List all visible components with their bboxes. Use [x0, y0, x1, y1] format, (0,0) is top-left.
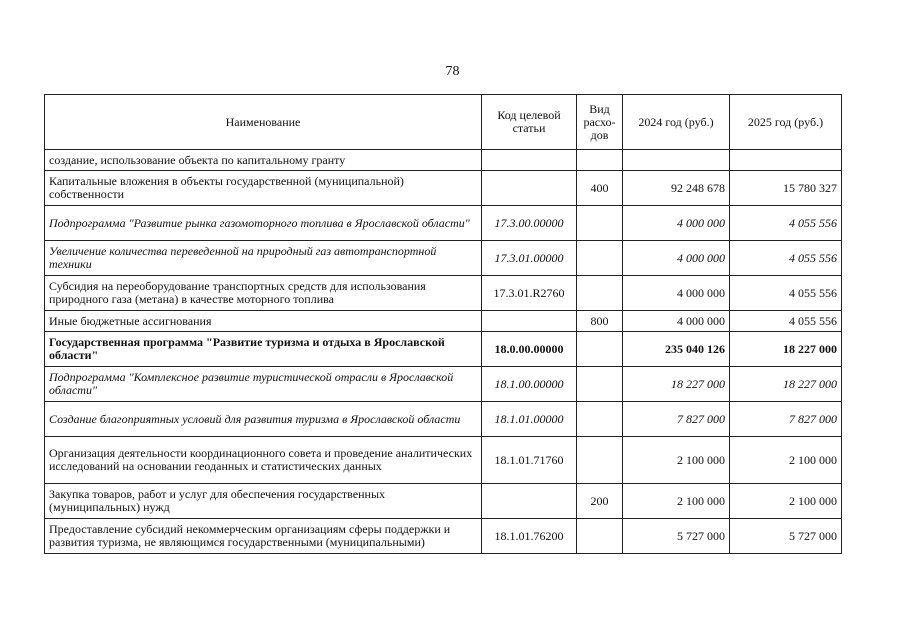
cell-2024 [623, 150, 730, 171]
cell-code: 17.3.01.R2760 [482, 276, 577, 311]
header-code: Код целевой статьи [482, 95, 577, 150]
cell-name: создание, использование объекта по капитальному гранту [45, 150, 482, 171]
table-row [45, 206, 842, 241]
page-number: 78 [445, 64, 460, 79]
table-row [45, 171, 842, 206]
cell-2024: 7 827 000 [623, 402, 730, 437]
cell-name: Капитальные вложения в объекты государственной (муниципальной) собственности [45, 171, 482, 206]
table-row [45, 311, 842, 332]
cell-2025 [730, 150, 842, 171]
cell-kind [577, 241, 623, 276]
cell-kind [577, 437, 623, 484]
cell-2025: 18 227 000 [730, 332, 842, 367]
table-row [45, 332, 842, 367]
cell-kind: 400 [577, 171, 623, 206]
cell-2025: 5 727 000 [730, 519, 842, 554]
cell-code: 18.1.01.71760 [482, 437, 577, 484]
cell-name: Предоставление субсидий некоммерческим организациям сферы поддержки и развития туризма, не являющимся государственными (муниципальными) [45, 519, 482, 554]
cell-2025: 4 055 556 [730, 206, 842, 241]
cell-name: Государственная программа "Развитие туризма и отдыха в Ярославской области" [45, 332, 482, 367]
cell-name: Организация деятельности координационного совета и проведение аналитических исследований на основании геоданных и статистических данных [45, 437, 482, 484]
table-body [45, 150, 842, 554]
cell-name: Подпрограмма "Комплексное развитие туристической отрасли в Ярославской области" [45, 367, 482, 402]
table-row [45, 437, 842, 484]
cell-code: 18.1.01.00000 [482, 402, 577, 437]
cell-code: 18.0.00.00000 [482, 332, 577, 367]
cell-2025: 2 100 000 [730, 437, 842, 484]
cell-kind [577, 519, 623, 554]
cell-code: 17.3.01.00000 [482, 241, 577, 276]
cell-code [482, 484, 577, 519]
table-row [45, 402, 842, 437]
table-row [45, 519, 842, 554]
cell-name: Подпрограмма "Развитие рынка газомоторного топлива в Ярославской области" [45, 206, 482, 241]
cell-code [482, 150, 577, 171]
cell-code [482, 311, 577, 332]
cell-kind: 200 [577, 484, 623, 519]
cell-2024: 18 227 000 [623, 367, 730, 402]
cell-2024: 235 040 126 [623, 332, 730, 367]
cell-name: Увеличение количества переведенной на природный газ автотранспортной техники [45, 241, 482, 276]
cell-code [482, 171, 577, 206]
table-header-row [45, 95, 842, 150]
cell-2024: 2 100 000 [623, 437, 730, 484]
cell-2024: 2 100 000 [623, 484, 730, 519]
cell-2025: 18 227 000 [730, 367, 842, 402]
cell-2025: 4 055 556 [730, 241, 842, 276]
cell-2025: 4 055 556 [730, 276, 842, 311]
cell-name: Закупка товаров, работ и услуг для обеспечения государственных (муниципальных) нужд [45, 484, 482, 519]
header-2025: 2025 год (руб.) [730, 95, 842, 150]
cell-2025: 15 780 327 [730, 171, 842, 206]
table-row [45, 276, 842, 311]
cell-kind [577, 206, 623, 241]
cell-name: Иные бюджетные ассигнования [45, 311, 482, 332]
cell-kind [577, 276, 623, 311]
cell-2024: 4 000 000 [623, 311, 730, 332]
table-row [45, 241, 842, 276]
cell-code: 17.3.00.00000 [482, 206, 577, 241]
cell-2025: 2 100 000 [730, 484, 842, 519]
cell-2024: 4 000 000 [623, 206, 730, 241]
table-row [45, 367, 842, 402]
cell-code: 18.1.01.76200 [482, 519, 577, 554]
cell-kind: 800 [577, 311, 623, 332]
cell-name: Субсидия на переоборудование транспортных средств для использования природного газа (метана) в качестве моторного топлива [45, 276, 482, 311]
cell-2025: 4 055 556 [730, 311, 842, 332]
cell-kind [577, 367, 623, 402]
cell-2024: 5 727 000 [623, 519, 730, 554]
header-kind: Вид расхо-дов [577, 95, 623, 150]
header-2024: 2024 год (руб.) [623, 95, 730, 150]
header-name: Наименование [45, 95, 482, 150]
table-row [45, 484, 842, 519]
cell-2025: 7 827 000 [730, 402, 842, 437]
cell-2024: 4 000 000 [623, 276, 730, 311]
cell-code: 18.1.00.00000 [482, 367, 577, 402]
cell-2024: 92 248 678 [623, 171, 730, 206]
budget-table [44, 94, 842, 554]
cell-name: Создание благоприятных условий для развития туризма в Ярославской области [45, 402, 482, 437]
table-row [45, 150, 842, 171]
cell-kind [577, 150, 623, 171]
cell-kind [577, 402, 623, 437]
cell-2024: 4 000 000 [623, 241, 730, 276]
cell-kind [577, 332, 623, 367]
